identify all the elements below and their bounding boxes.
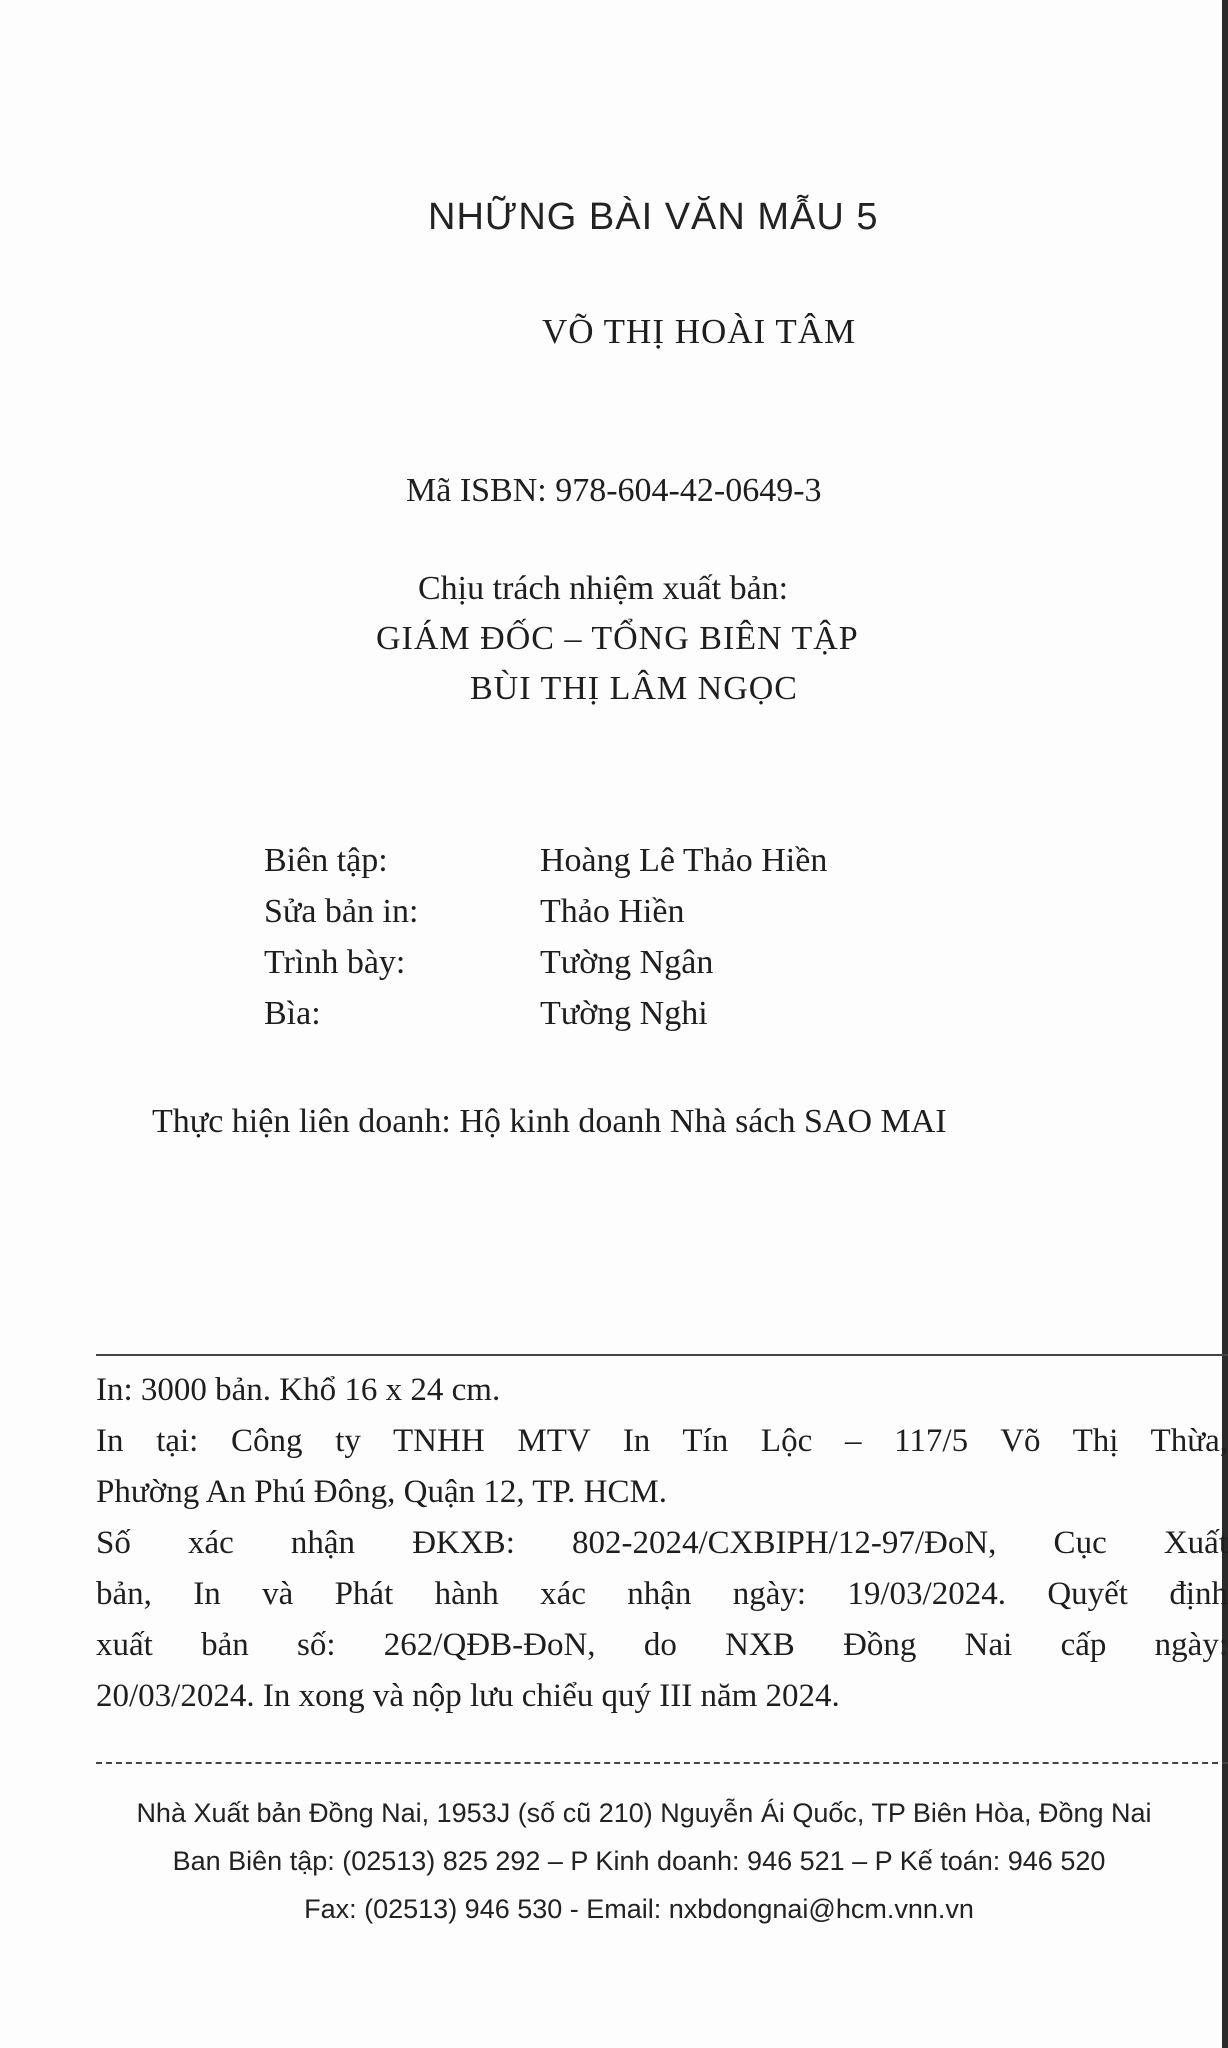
credit-row-proofreader <box>264 893 827 944</box>
credit-row-cover <box>264 995 827 1046</box>
printing-line: Phường An Phú Đông, Quận 12, TP. HCM. <box>96 1474 668 1510</box>
responsibility-name: BÙI THỊ LÂM NGỌC <box>470 670 798 707</box>
publisher-address: Nhà Xuất bản Đồng Nai, 1953J (số cũ 210) Nguyễn Ái Quốc, TP Biên Hòa, Đồng Nai <box>136 1798 1152 1828</box>
responsibility-role: GIÁM ĐỐC – TỔNG BIÊN TẬP <box>376 620 859 657</box>
printing-line: bản, In và Phát hành xác nhận ngày: 19/03/2024. Quyết định <box>96 1576 1228 1612</box>
divider-bottom <box>96 1762 1228 1764</box>
credit-role: Bìa: <box>264 995 321 1032</box>
divider-top <box>96 1354 1228 1356</box>
page-edge-shadow <box>1222 0 1228 2048</box>
printing-line: In tại: Công ty TNHH MTV In Tín Lộc – 117/5 Võ Thị Thừa, <box>96 1423 1228 1459</box>
publisher-fax-email: Fax: (02513) 946 530 - Email: nxbdongnai@hcm.vnn.vn <box>304 1894 974 1924</box>
credit-name: Thảo Hiền <box>540 893 685 930</box>
printing-info <box>96 1372 1228 1729</box>
publisher-info <box>0 1798 1228 1942</box>
credit-name: Tường Nghi <box>540 995 708 1032</box>
printing-line: In: 3000 bản. Khổ 16 x 24 cm. <box>96 1372 501 1408</box>
credit-name: Hoàng Lê Thảo Hiền <box>540 842 828 879</box>
joint-venture: Thực hiện liên doanh: Hộ kinh doanh Nhà sách SAO MAI <box>152 1103 947 1140</box>
author-name: VÕ THỊ HOÀI TÂM <box>542 312 857 351</box>
printing-line: Số xác nhận ĐKXB: 802-2024/CXBIPH/12-97/ĐoN, Cục Xuất <box>96 1525 1228 1561</box>
credit-role: Biên tập: <box>264 842 388 879</box>
credit-name: Tường Ngân <box>540 944 714 981</box>
isbn: Mã ISBN: 978-604-42-0649-3 <box>406 472 822 509</box>
credits-list <box>264 842 827 1046</box>
credit-row-layout <box>264 944 827 995</box>
credit-role: Sửa bản in: <box>264 893 419 930</box>
publisher-phones: Ban Biên tập: (02513) 825 292 – P Kinh doanh: 946 521 – P Kế toán: 946 520 <box>172 1846 1106 1876</box>
printing-line: xuất bản số: 262/QĐB-ĐoN, do NXB Đồng Nai cấp ngày: <box>96 1627 1228 1663</box>
responsibility-label: Chịu trách nhiệm xuất bản: <box>418 570 789 607</box>
credit-role: Trình bày: <box>264 944 406 981</box>
credit-row-editor <box>264 842 827 893</box>
book-title: NHỮNG BÀI VĂN MẪU 5 <box>428 196 879 238</box>
printing-line: 20/03/2024. In xong và nộp lưu chiểu quý III năm 2024. <box>96 1678 840 1714</box>
